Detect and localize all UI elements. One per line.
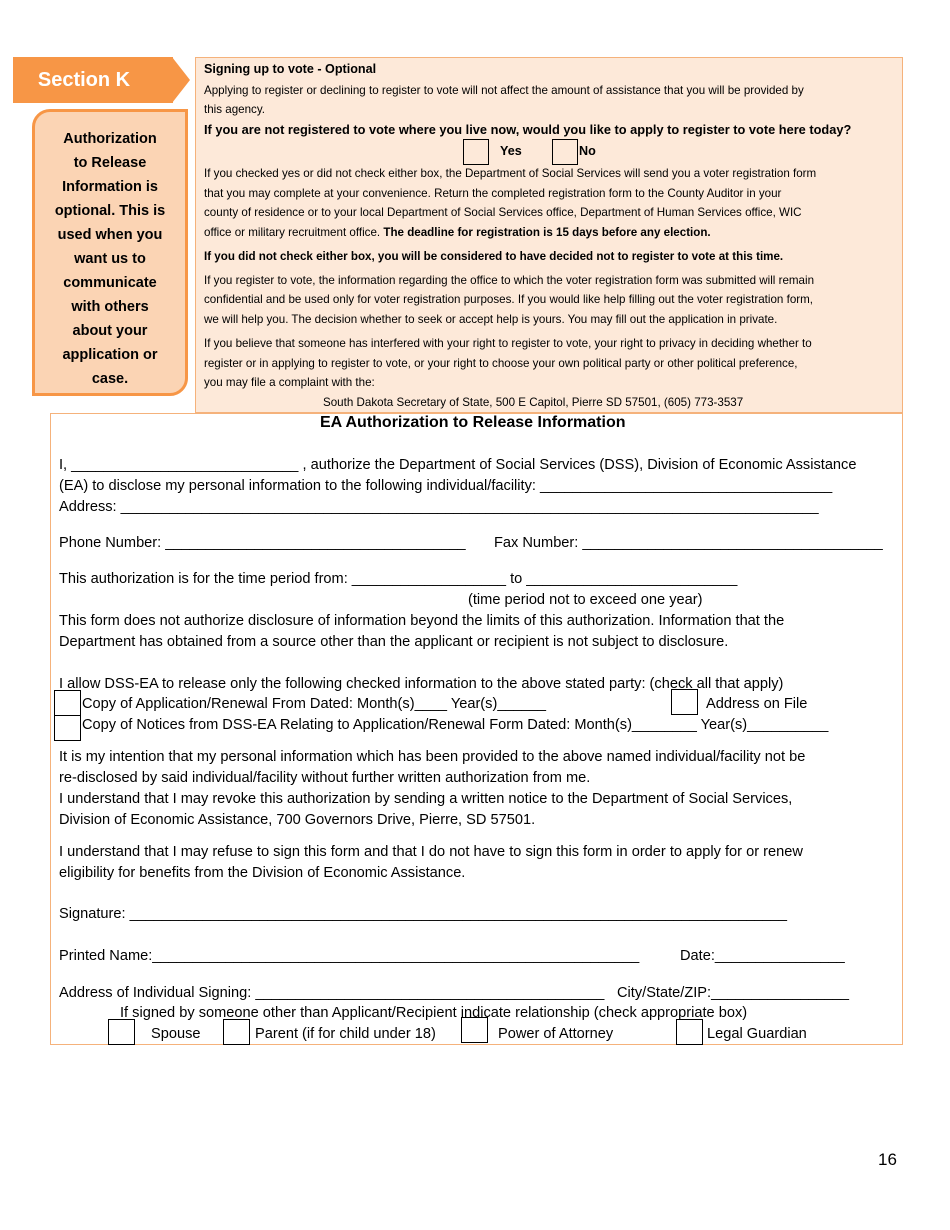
relationship-instruction: If signed by someone other than Applicant/Recipient indicate relationship (check appropriate box): [120, 1005, 748, 1021]
intention-line: re-disclosed by said individual/facility without further written authorization from me.: [59, 770, 591, 786]
voter-question: If you are not registered to vote where you live now, would you like to apply to register to vote here today?: [204, 122, 852, 137]
legal-guardian-label: Legal Guardian: [707, 1026, 807, 1042]
intention-line: It is my intention that my personal information which has been provided to the above named individual/facility not be: [59, 749, 806, 765]
note-line: used when you: [57, 227, 163, 243]
address-on-file-checkbox[interactable]: [671, 689, 698, 715]
power-of-attorney-label: Power of Attorney: [498, 1026, 614, 1042]
voter-checked-line: county of residence or to your local Department of Social Services office, Department of Human Services office, WIC: [204, 206, 802, 219]
notices-copy-checkbox[interactable]: [54, 715, 81, 741]
voter-intro-line: this agency.: [204, 103, 266, 116]
spouse-label: Spouse: [151, 1026, 201, 1042]
note-line: Information is: [62, 179, 158, 195]
time-period-field[interactable]: This authorization is for the time period from: ___________________ to __________________________: [59, 571, 738, 587]
application-copy-checkbox[interactable]: [54, 690, 81, 716]
section-k-arrow: [172, 57, 190, 103]
voter-confidential-line: confidential and be used only for voter registration purposes. If you would like help filling out the voter registration form,: [204, 293, 814, 306]
voter-deadline: The deadline for registration is 15 days before any election.: [383, 226, 711, 239]
vote-yes-label: Yes: [500, 144, 522, 158]
fax-number-field[interactable]: Fax Number: _____________________________________: [494, 535, 883, 551]
voter-intro-line: Applying to register or declining to register to vote will not affect the amount of assistance that you will be provided by: [204, 84, 804, 97]
voter-checked-last: office or military recruitment office.: [204, 226, 381, 239]
parent-checkbox[interactable]: [223, 1019, 250, 1045]
voter-confidential-line: we will help you. The decision whether to seek or accept help is yours. You may fill out the application in private.: [204, 313, 778, 326]
signature-field[interactable]: Signature: _________________________________________________________________________________: [59, 906, 788, 922]
address-field[interactable]: Address: ______________________________________________________________________________________: [59, 499, 819, 515]
date-field[interactable]: Date:________________: [680, 948, 845, 964]
section-k-label: Section K: [13, 57, 173, 103]
note-line: Authorization: [63, 131, 157, 147]
city-state-zip-field[interactable]: City/State/ZIP:_________________: [617, 985, 850, 1001]
allow-release-line: I allow DSS-EA to release only the following checked information to the above stated party: (check all that apply): [59, 676, 784, 692]
voter-complaint-line: If you believe that someone has interfered with your right to register to vote, your right to privacy in deciding whether to: [204, 337, 812, 350]
authorize-facility-line[interactable]: (EA) to disclose my personal information to the following individual/facility: ____________________________________: [59, 478, 833, 494]
refuse-line: I understand that I may refuse to sign this form and that I do not have to sign this form in order to apply for or renew: [59, 844, 803, 860]
note-line: with others: [71, 299, 149, 315]
voter-complaint-line: register or in applying to register to vote, or your right to choose your own political party or other political preference,: [204, 357, 798, 370]
ea-title: EA Authorization to Release Information: [320, 414, 626, 431]
refuse-line: eligibility for benefits from the Division of Economic Assistance.: [59, 865, 466, 881]
printed-name-field[interactable]: Printed Name:____________________________________________________________: [59, 948, 640, 964]
note-line: application or: [62, 347, 158, 363]
voter-complaint-line: you may file a complaint with the:: [204, 376, 375, 389]
phone-number-field[interactable]: Phone Number: _____________________________________: [59, 535, 466, 551]
disclosure-line: Department has obtained from a source other than the applicant or recipient is not subject to disclosure.: [59, 634, 729, 650]
note-line: case.: [91, 371, 129, 387]
voter-checked-line: that you may complete at your convenience. Return the completed registration form to the County Auditor in your: [204, 187, 782, 200]
revoke-line: I understand that I may revoke this authorization by sending a written notice to the Department of Social Services,: [59, 791, 793, 807]
note-line: want us to: [74, 251, 146, 267]
voter-checked-last-line: [204, 223, 711, 243]
disclosure-line: This form does not authorize disclosure of information beyond the limits of this authorization. Information that the: [59, 613, 785, 629]
application-copy-label: Copy of Application/Renewal From Dated: Month(s)____ Year(s)______: [82, 696, 547, 712]
vote-yes-checkbox[interactable]: [463, 139, 489, 165]
voter-checked-line: If you checked yes or did not check either box, the Department of Social Services will send you a voter registration form: [204, 167, 817, 180]
vote-no-checkbox[interactable]: [552, 139, 578, 165]
spouse-checkbox[interactable]: [108, 1019, 135, 1045]
notices-copy-label: Copy of Notices from DSS-EA Relating to Application/Renewal Form Dated: Month(s)________ Year(s)__________: [82, 717, 829, 733]
note-line: about your: [72, 323, 148, 339]
note-line: optional. This is: [54, 203, 166, 219]
authorization-note: [32, 109, 188, 396]
time-period-note: (time period not to exceed one year): [468, 592, 703, 608]
page-number: 16: [878, 1150, 897, 1169]
parent-label: Parent (if for child under 18): [255, 1026, 436, 1042]
address-on-file-label: Address on File: [706, 696, 808, 712]
note-line: communicate: [63, 275, 157, 291]
voter-no-check-line: If you did not check either box, you will be considered to have decided not to register to vote at this time.: [204, 250, 784, 263]
power-of-attorney-checkbox[interactable]: [461, 1017, 488, 1043]
legal-guardian-checkbox[interactable]: [676, 1019, 703, 1045]
voter-heading: Signing up to vote - Optional: [204, 62, 377, 76]
revoke-line: Division of Economic Assistance, 700 Governors Drive, Pierre, SD 57501.: [59, 812, 536, 828]
secretary-of-state: South Dakota Secretary of State, 500 E Capitol, Pierre SD 57501, (605) 773-3537: [323, 396, 744, 409]
authorize-line[interactable]: I, ____________________________ , authorize the Department of Social Services (DSS), Division of Economic Assistance: [59, 457, 857, 473]
note-line: to Release: [73, 155, 147, 171]
address-signing-field[interactable]: Address of Individual Signing: ___________________________________________: [59, 985, 605, 1001]
vote-no-label: No: [579, 144, 596, 158]
voter-confidential-line: If you register to vote, the information regarding the office to which the voter registration form was submitted will remain: [204, 274, 815, 287]
